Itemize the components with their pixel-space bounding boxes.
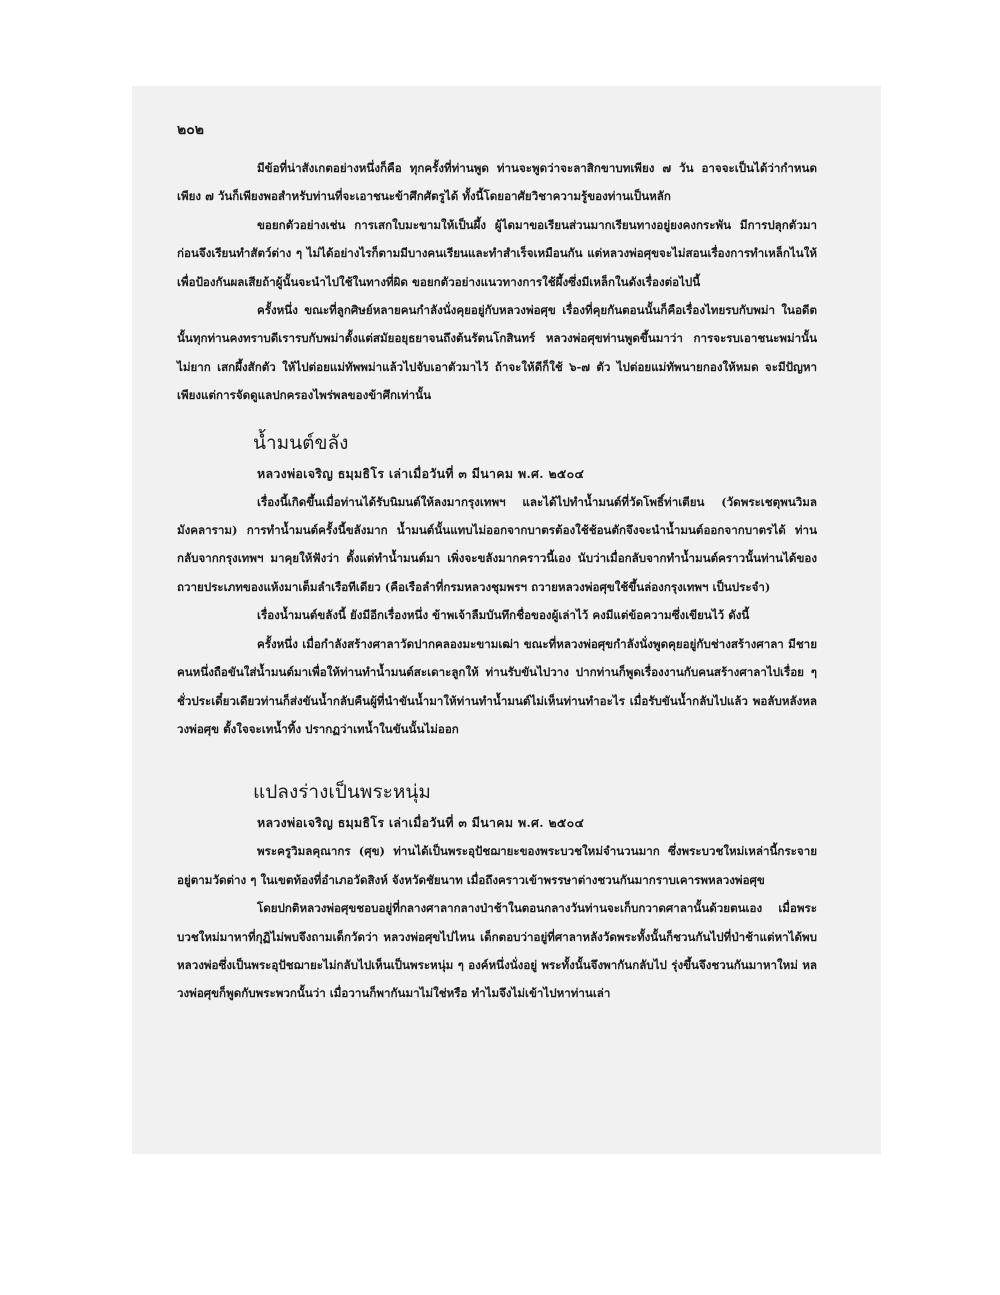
transformation-paragraph-2: โดยปกติหลวงพ่อศุขชอบอยู่ที่กลางศาลากลางป่าช้าในตอนกลางวันท่านจะเก็บกวาดศาลานั้นด้วยตนเอง เมื่อพระบวชใหม่มาหาที่กุฏิไม่พบจึงถามเด็กวัดว่า หลวงพ่อศุขไปไหน เด็กตอบว่าอยู่ที่ศาลาหลังวัดพระทั้งนั้นก็ชวนกันไปที่ป่าช้าแต่หาได้พบหลวงพ่อซึ่งเป็นพระอุปัชฌายะไม่กลับไปเห็นเป็นพระหนุ่ม ๆ องค์หนึ่งนั่งอยู่ พระทั้งนั้นจึงพากันกลับไป รุ่งขึ้นจึงชวนกันมาหาใหม่ หลวงพ่อศุขก็พูดกับพระพวกนั้นว่า เมื่อวานก็พากันมาไม่ใช่หรือ ทำไมจึงไม่เข้าไปหาท่านเล่า bbox=[177, 901, 817, 1001]
page-content bbox=[177, 120, 817, 1008]
transformation-paragraph-1: พระครูวิมลคุณากร (ศุข) ท่านได้เป็นพระอุปัชฌายะของพระบวชใหม่จำนวนมาก ซึ่งพระบวชใหม่เหล่านี้กระจายอยู่ตามวัดต่าง ๆ ในเขตท้องที่อำเภอวัดสิงห์ จังหวัดชัยนาท เมื่อถึงคราวเข้าพรรษาต่างชวนกันมากราบเคารพหลวงพ่อศุข bbox=[177, 844, 817, 887]
page-number: ๒๐๒ bbox=[177, 122, 205, 138]
intro-paragraph-2: ขอยกตัวอย่างเช่น การเสกใบมะขามให้เป็นผึ้ง ผู้ไดมาขอเรียนส่วนมากเรียนทางอยู่ยงคงกระพัน มีการปลุกตัวมาก่อนจึงเรียนทำสัตว์ต่าง ๆ ไม่ได้อย่างไรก็ตามมีบางคนเรียนและทำสำเร็จเหมือนกัน แต่หลวงพ่อศุขจะไม่สอนเรื่องการทำเหล็กไนให้ เพื่อป้องกันผลเสียถ้าผู้นั้นจะนำไปใช้ในทางที่ผิด ขอยกตัวอย่างแนวทางการใช้ผึ้งซึ่งมีเหล็กในดังเรื่องต่อไปนี้ bbox=[177, 217, 817, 289]
section-title-transformation: แปลงร่างเป็นพระหนุ่ม bbox=[253, 781, 431, 804]
holy-water-paragraph-2: เรื่องน้ำมนต์ขลังนี้ ยังมีอีกเรื่องหนึ่ง ข้าพเจ้าลืมบันทึกชื่อของผู้เล่าไว้ คงมีแต่ข้อความซึ่งเขียนไว้ ดังนี้ bbox=[257, 608, 750, 623]
holy-water-paragraph-3: ครั้งหนึ่ง เมื่อกำลังสร้างศาลาวัดปากคลองมะขามเฒ่า ขณะที่หลวงพ่อศุขกำลังนั่งพูดคุยอยู่กับช่างสร้างศาลา มีชายคนหนึ่งถือขันใส่น้ำมนต์มาเพื่อให้ท่านทำน้ำมนต์สะเดาะลูกให้ ท่านรับขันไปวาง ปากท่านก็พูดเรื่องงานกับคนสร้างศาลาไปเรื่อย ๆ ชั่วประเดี๋ยวเดียวท่านก็ส่งขันน้ำกลับคืนผู้ที่นำขันน้ำมาให้ท่านทำน้ำมนต์ไม่เห็นท่านทำอะไร เมื่อรับขันน้ำกลับไปแล้ว พอลับหลังหลวงพ่อศุข ตั้งใจจะเทน้ำทิ้ง ปรากฏว่าเทน้ำในขันนั้นไม่ออก bbox=[177, 636, 817, 736]
intro-paragraph-1: มีข้อที่น่าสังเกตอย่างหนึ่งก็คือ ทุกครั้งที่ท่านพูด ท่านจะพูดว่าจะลาสิกขาบทเพียง ๗ วัน อาจจะเป็นได้ว่ากำหนดเพียง ๗ วันก็เพียงพอสำหรับท่านที่จะเอาชนะข้าศึกศัตรูได้ ทั้งนี้โดยอาศัยวิชาความรู้ของท่านเป็นหลัก bbox=[177, 161, 817, 204]
section-byline-holy-water: หลวงพ่อเจริญ ธมฺมธิโร เล่าเมื่อวันที่ ๓ มีนาคม พ.ศ. ๒๕๐๔ bbox=[257, 465, 585, 481]
holy-water-paragraph-1: เรื่องนี้เกิดขึ้นเมื่อท่านได้รับนิมนต์ให้ลงมากรุงเทพฯ และได้ไปทำน้ำมนต์ที่วัดโพธิ์ท่าเตียน (วัดพระเชตุพนวิมลมังคลาราม) การทำน้ำมนต์ครั้งนี้ขลังมาก น้ำมนต์นั้นแทบไม่ออกจากบาตรต้องใช้ช้อนตักจึงจะนำน้ำมนต์ออกจากบาตรได้ ท่านกลับจากกรุงเทพฯ มาคุยให้ฟังว่า ตั้งแต่ทำน้ำมนต์มา เพิ่งจะขลังมากคราวนี้เอง นับว่าเมื่อกลับจากทำน้ำมนต์คราวนั้นท่านได้ของถวายประเภทของแห้งมาเต็มลำเรือทีเดียว (คือเรือลำที่กรมหลวงชุมพรฯ ถวายหลวงพ่อศุขใช้ขึ้นล่องกรุงเทพฯ เป็นประจำ) bbox=[177, 494, 817, 594]
intro-paragraph-3: ครั้งหนึ่ง ขณะที่ลูกศิษย์หลายคนกำลังนั่งคุยอยู่กับหลวงพ่อศุข เรื่องที่คุยกันตอนนั้นก็คือเรื่องไทยรบกับพม่า ในอดีตนั้นทุกท่านคงทราบดีเรารบกับพม่าตั้งแต่สมัยอยุธยาจนถึงต้นรัตนโกสินทร์ หลวงพ่อศุขท่านพูดขึ้นมาว่า การจะรบเอาชนะพม่านั้นไม่ยาก เสกผึ้งสักตัว ให้ไปต่อยแม่ทัพพม่าแล้วไปจับเอาตัวมาไว้ ถ้าจะให้ดีก็ใช้ ๖-๗ ตัว ไปต่อยแม่ทัพนายกองให้หมด จะมีปัญหาเพียงแต่การจัดดูแลปกครองไพร่พลของข้าศึกเท่านั้น bbox=[177, 303, 817, 403]
section-title-holy-water: น้ำมนต์ขลัง bbox=[253, 431, 349, 454]
section-byline-transformation: หลวงพ่อเจริญ ธมฺมธิโร เล่าเมื่อวันที่ ๓ มีนาคม พ.ศ. ๒๕๐๔ bbox=[257, 815, 585, 831]
